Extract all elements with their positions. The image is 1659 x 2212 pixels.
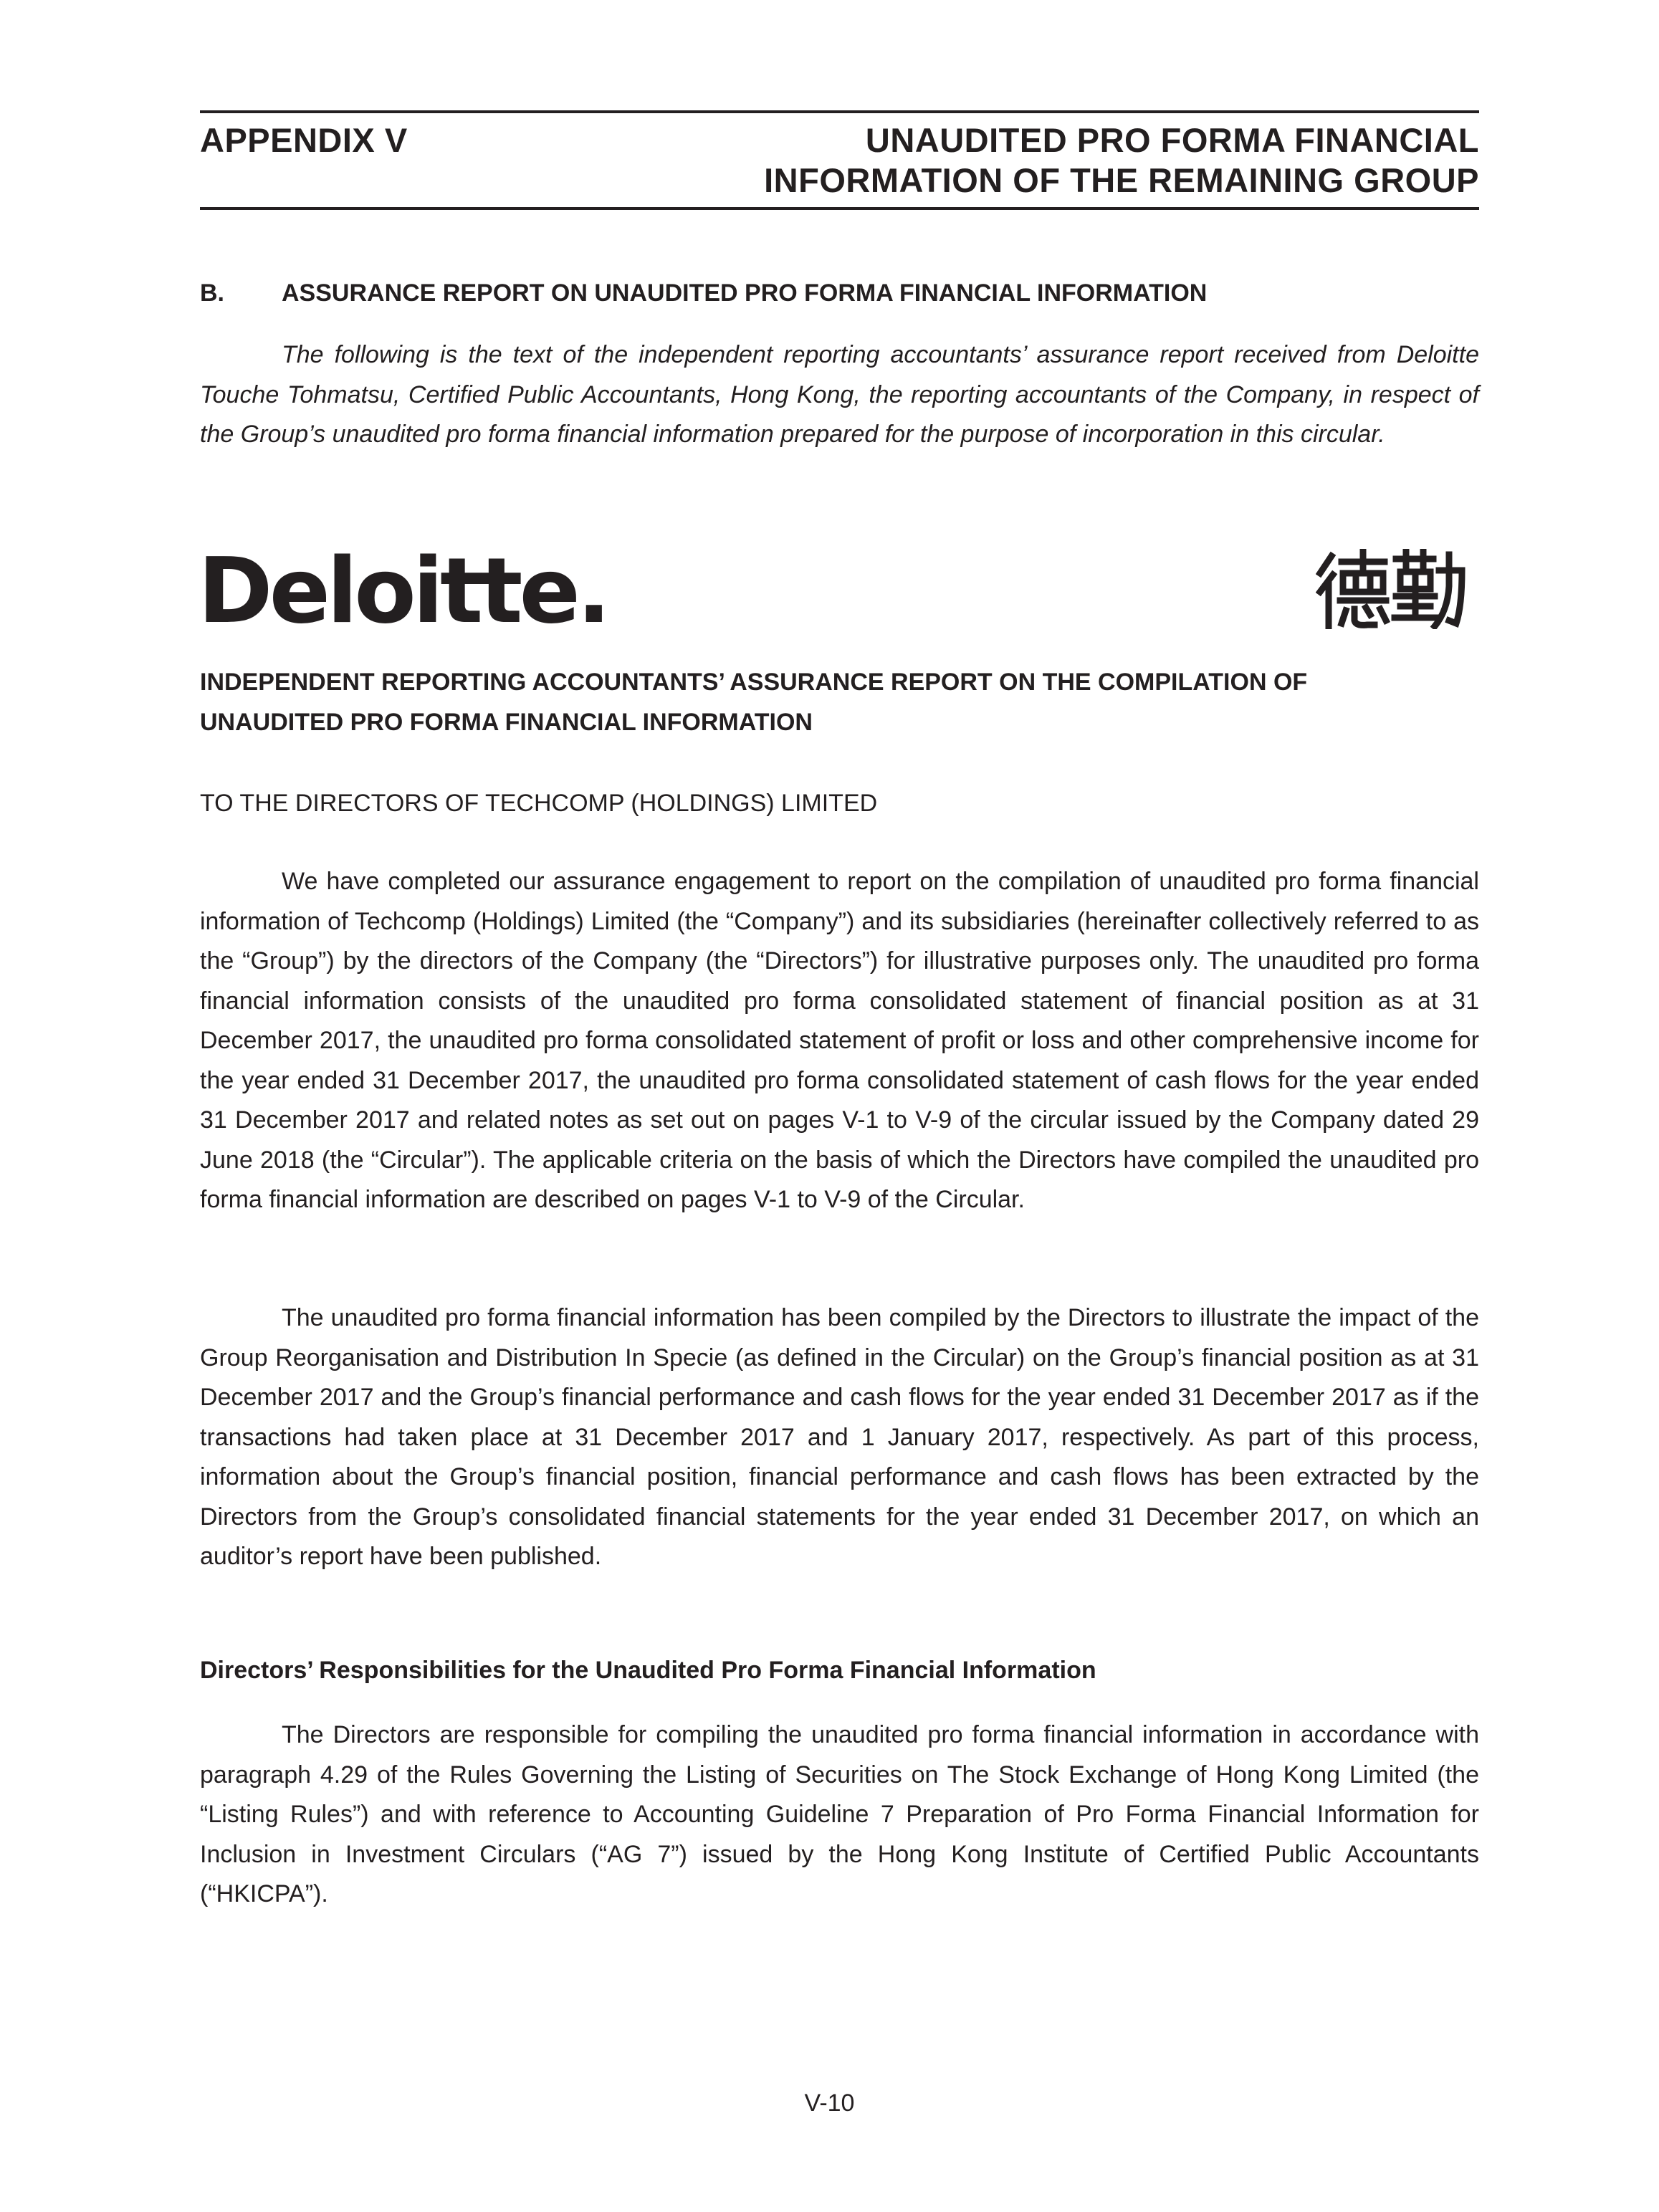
paragraph-engagement: We have completed our assurance engagement to report on the compilation of unaudited pro forma financial information of Techcomp (Holdings) Limited (the “Company”) and its subsidiaries (hereinafter collectively referred to as the “Group”) by the directors of the Company (the “Directors”) for illustrative purposes only. The unaudited pro forma financial information consists of the unaudited pro forma consolidated statement of financial position as at 31 December 2017, the unaudited pro forma consolidated statement of profit or loss and other comprehensive income for the year ended 31 December 2017, the unaudited pro forma consolidated statement of cash flows for the year ended 31 December 2017 and related notes as set out on pages V-1 to V-9 of the circular issued by the Company dated 29 June 2018 (the “Circular”). The applicable criteria on the basis of which the Directors have compiled the unaudited pro forma financial information are described on pages V-1 to V-9 of the Circular.	[200, 868, 1479, 1213]
page-number: V-10	[804, 2089, 855, 2117]
paragraph-compilation: The unaudited pro forma financial information has been compiled by the Directors to illustrate the impact of the Group Reorganisation and Distribution In Specie (as defined in the Circular) on the Group’s financial position as at 31 December 2017 and the Group’s financial performance and cash flows for the year ended 31 December 2017 as if the transactions had taken place at 31 December 2017 and 1 January 2017, respectively. As part of this process, information about the Group’s financial position, financial performance and cash flows has been extracted by the Directors from the Group’s consolidated financial statements for the year ended 31 December 2017, on which an auditor’s report have been published.	[200, 1304, 1479, 1570]
addressee: TO THE DIRECTORS OF TECHCOMP (HOLDINGS) LIMITED	[200, 790, 878, 817]
section-letter: B.	[200, 279, 224, 307]
report-title	[200, 662, 1479, 742]
deloitte-logo: Deloitte.	[198, 538, 608, 643]
section-title: ASSURANCE REPORT ON UNAUDITED PRO FORMA FINANCIAL INFORMATION	[282, 279, 1208, 307]
deloitte-chinese-logo	[1316, 549, 1466, 629]
appendix-title	[764, 120, 1479, 201]
intro-paragraph: The following is the text of the independent reporting accountants’ assurance report received from Deloitte Touche Tohmatsu, Certified Public Accountants, Hong Kong, the reporting accountants of the Company, in respect of the Group’s unaudited pro forma financial information prepared for the purpose of incorporation in this circular.	[200, 341, 1479, 448]
report-title-line-2: UNAUDITED PRO FORMA FINANCIAL INFORMATION	[200, 709, 813, 736]
report-title-line-1: INDEPENDENT REPORTING ACCOUNTANTS’ ASSURANCE REPORT ON THE COMPILATION OF	[200, 669, 1308, 696]
appendix-label: APPENDIX V	[200, 121, 408, 159]
section-heading	[200, 275, 1207, 311]
responsibilities-heading: Directors’ Responsibilities for the Unaudited Pro Forma Financial Information	[200, 1657, 1096, 1684]
appendix-title-line-2: INFORMATION OF THE REMAINING GROUP	[764, 161, 1479, 199]
paragraph-directors-responsibilities: The Directors are responsible for compiling the unaudited pro forma financial information in accordance with paragraph 4.29 of the Rules Governing the Listing of Securities on The Stock Exchange of Hong Kong Limited (the “Listing Rules”) and with reference to Accounting Guideline 7 Preparation of Pro Forma Financial Information for Inclusion in Investment Circulars (“AG 7”) issued by the Hong Kong Institute of Certified Public Accountants (“HKICPA”).	[200, 1721, 1479, 1907]
header-top-rule	[200, 110, 1479, 113]
header-bottom-rule	[200, 207, 1479, 210]
appendix-title-line-1: UNAUDITED PRO FORMA FINANCIAL	[865, 121, 1479, 159]
